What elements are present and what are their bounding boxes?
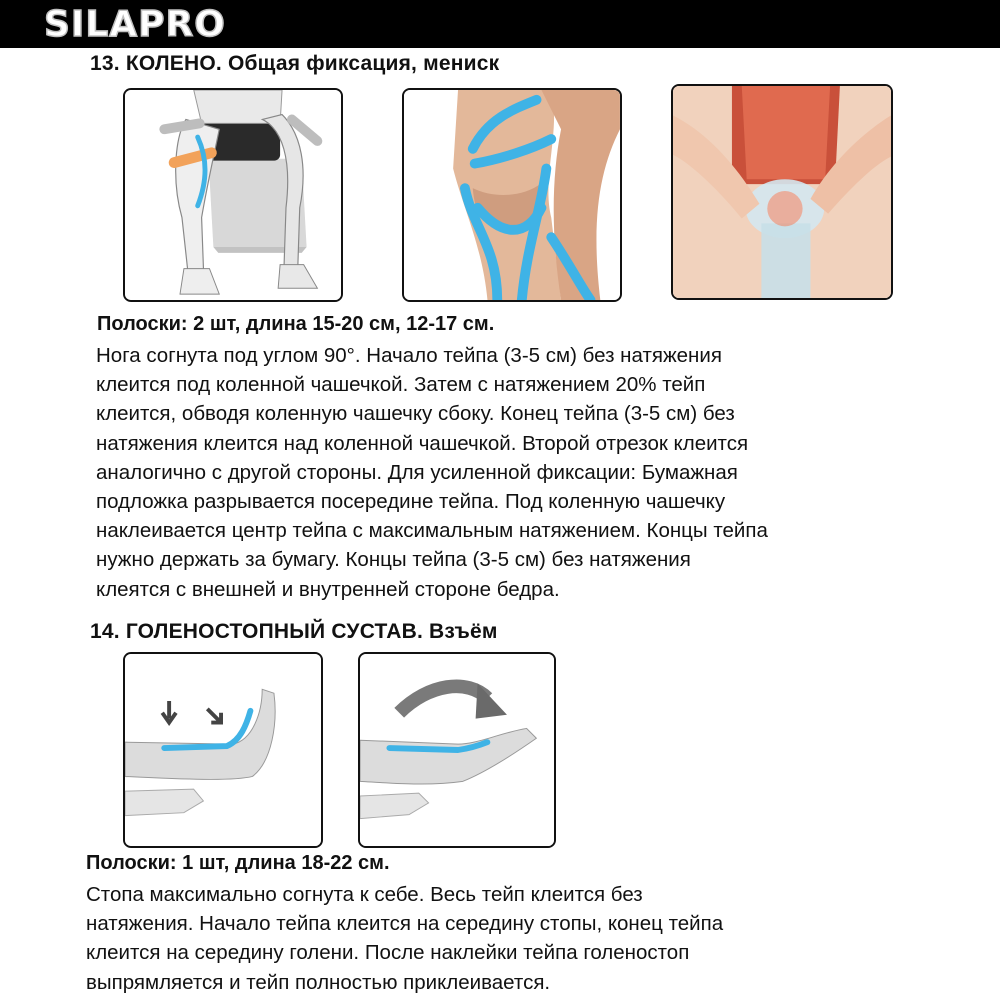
knee-pain-anatomy-photo — [671, 84, 893, 300]
knee-kinesio-tape-photo — [402, 88, 622, 302]
section-13-strips: Полоски: 2 шт, длина 15-20 см, 12-17 см. — [97, 313, 495, 335]
ankle-tape-extended-illustration — [358, 652, 556, 848]
section-14-title: 14. ГОЛЕНОСТОПНЫЙ СУСТАВ. Взъём — [90, 620, 498, 643]
silapro-logo: SILAPRO — [44, 4, 226, 45]
header-bar — [0, 0, 1000, 48]
section-13-instructions: Нога согнута под углом 90°. Начало тейпа (3-5 см) без натяжения клеится под коленной чашечкой. Затем с натяжением 20% тейп клеится, обводя коленную чашечку сбоку. Конец тейпа (3-5 см) без натяжения клеится над коленной чашечкой. Второй отрезок клеится аналогично с другой стороны. Для усиленной фиксации: Бумажная подложка разрывается посередине тейпа. Под коленную чашечку наклеивается центр тейпа с максимальным натяжением. Концы тейпа нужно держать за бумагу. Концы тейпа (3-5 см) без натяжения клеятся с внешней и внутренней стороне бедра. — [96, 344, 768, 601]
section-14-instructions: Стопа максимально согнута к себе. Весь тейп клеится без натяжения. Начало тейпа клеится на середину стопы, конец тейпа клеится на середину голени. После наклейки тейпа голеностоп выпрямляется и тейп полностью приклеивается. — [86, 883, 724, 994]
ankle-tape-flexed-illustration — [123, 652, 323, 848]
section-13-title: 13. КОЛЕНО. Общая фиксация, мениск — [90, 52, 500, 75]
seated-knee-taping-illustration — [123, 88, 343, 302]
section-14-strips: Полоски: 1 шт, длина 18-22 см. — [86, 852, 390, 874]
